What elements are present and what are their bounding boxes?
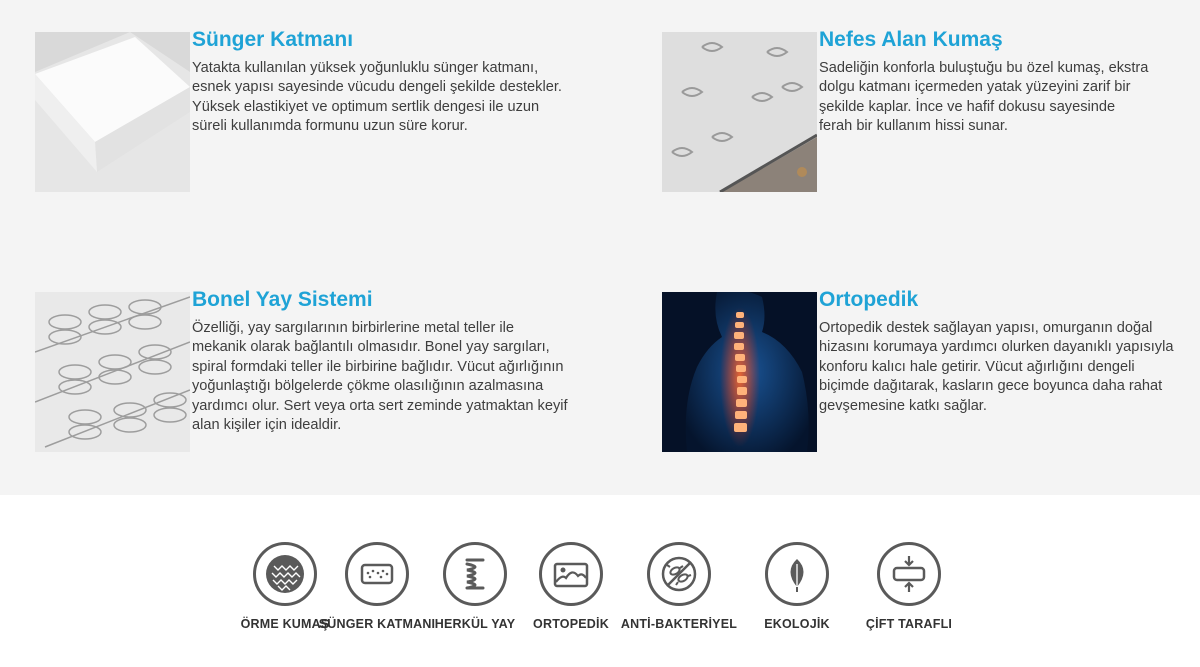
quilted-fabric-image <box>662 32 817 192</box>
badge-label: SÜNGER KATMANI <box>318 617 436 631</box>
badge-double-sided <box>849 542 969 632</box>
leaf-icon <box>765 542 829 606</box>
badge-label: HERKÜL YAY <box>434 617 516 631</box>
spring-icon <box>443 542 507 606</box>
badge-ecological <box>737 542 857 632</box>
feature-bonnell-spring <box>35 288 595 452</box>
badge-label: EKOLOJİK <box>764 617 830 631</box>
badge-label: ORTOPEDİK <box>533 617 609 631</box>
feature-orthopedic <box>662 288 1200 452</box>
badge-anti-bacterial <box>619 542 739 632</box>
badge-label: ANTİ-BAKTERİYEL <box>620 617 738 631</box>
feature-description: Sadeliğin konforla buluştuğu bu özel kumaş, ekstra dolgu katmanı içermeden yatak yüzeyini zarif bir şekilde kaplar. İnce ve hafif dokusu sayesinde ferah bir kullanım hissi sunar. <box>819 60 1149 135</box>
feature-title: Ortopedik <box>819 288 919 311</box>
badge-label: ÖRME KUMAŞ <box>240 617 330 631</box>
feature-description: Ortopedik destek sağlayan yapısı, omurganın doğal hizasını korumaya yardımcı olurken dayanıklı yapısıyla konforu kalıcı hale getirir. Vücut ağırlığını dengeli biçimde dağıtarak, kasların gece boyunca daha rahat gevşemesine katkı sağlar. <box>819 320 1174 414</box>
double-sided-icon <box>877 542 941 606</box>
foam-layer-image <box>35 32 190 192</box>
feature-description: Yatakta kullanılan yüksek yoğunluklu sünger katmanı, esnek yapısı sayesinde vücudu dengeli şekilde destekler. Yüksek elastikiyet ve optimum sertlik dengesi ile uzun süreli kullanımda formunu uzun süre korur. <box>192 60 562 135</box>
feature-title: Sünger Katmanı <box>192 28 354 51</box>
anti-bacterial-icon <box>647 542 711 606</box>
badge-label: ÇİFT TARAFLI <box>865 617 953 631</box>
feature-title: Nefes Alan Kumaş <box>819 28 1003 51</box>
spine-image <box>662 292 817 452</box>
badges-row <box>0 495 1200 667</box>
orthopedic-icon <box>539 542 603 606</box>
feature-breathable-fabric <box>662 28 1200 192</box>
badge-orthopedic <box>511 542 631 632</box>
foam-icon <box>345 542 409 606</box>
feature-title: Bonel Yay Sistemi <box>192 288 373 311</box>
spring-system-image <box>35 292 190 452</box>
feature-foam-layer <box>35 28 595 192</box>
feature-description: Özelliği, yay sargılarının birbirlerine metal teller ile mekanik olarak bağlantılı olmasıdır. Bonel yay sargıları, spiral formdaki teller ile birbirine bağlıdır. Vücut ağırlığının yoğunlaştığı bölgelerde çökme olasılığının azalmasına yardımcı olur. Sert veya orta sert zeminde yatmaktan keyif alan kişiler için idealdir. <box>192 320 568 434</box>
knit-fabric-icon <box>253 542 317 606</box>
